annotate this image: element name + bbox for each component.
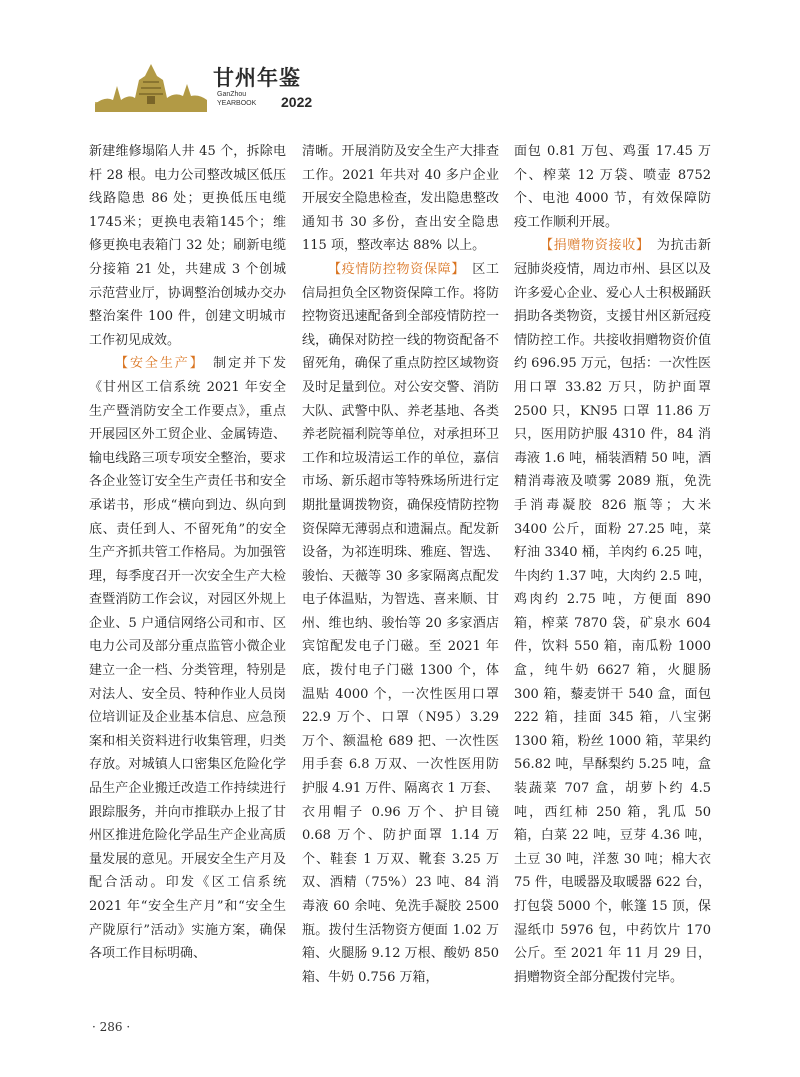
paragraph-body: 为抗击新冠肺炎疫情，周边市州、县区以及许多爱心企业、爱心人士积极踊跃捐助各类物资，支援甘州区新冠疫情防控工作。共接收捐赠物资价值约 696.95 万元，包括：一次性医用口罩 33.82 万只，防护面罩 2500 只，KN95 口罩 11.86 万只，医用防护服 4310 件，84 消毒液 1.6 吨，桶装酒精 50 吨，酒精消毒液及喷雾 2089 瓶，免洗手消毒凝胶 826 瓶等；大米 3400 公斤，面粉 27.25 吨，菜籽油 3340 桶，羊肉约 6.25 吨，牛肉约 1.37 吨，大肉约 2.5 吨，鸡肉约 2.75 吨，方便面 890 箱，榨菜 7870 袋，矿泉水 604 件，饮料 550 箱，南瓜粉 1000 盒，纯牛奶 6627 箱，火腿肠 300 箱，藜麦饼干 540 盒，面包 222 箱，挂面 345 箱，八宝粥 1300 箱，粉丝 1000 箱，苹果约 56.82 吨，旱酥梨约 5.25 吨，盒装蔬菜 707 盒，胡萝卜约 4.5 吨，西红柿 250 箱，乳瓜 50 箱，白菜 22 吨，豆芽 4.36 吨，土豆 30 吨，洋葱 30 吨；棉大衣 75 件，电暖器及取暖器 622 台，打包袋 5000 个，帐篷 15 顶，保湿纸巾 5976 包，中药饮片 170 公斤。至 2021 年 11 月 29 日，捐赠物资全部分配拨付完毕。 xyxy=(514,238,711,985)
text-column-3 xyxy=(514,140,711,989)
paragraph-safety-production xyxy=(89,352,286,965)
paragraph-donated-supplies xyxy=(514,234,711,989)
paragraph: 面包 0.81 万包、鸡蛋 17.45 万个、榨菜 12 万袋、喷壶 8752 个、电池 4000 节，有效保障防疫工作顺利开展。 xyxy=(514,144,711,230)
yearbook-year: 2022 xyxy=(281,94,313,110)
yearbook-logo-en-yearbook: YEARBOOK xyxy=(217,100,257,107)
yearbook-header xyxy=(95,56,355,112)
yearbook-logo-en-ganzhou: GanZhou xyxy=(217,91,247,98)
paragraph-epidemic-supplies xyxy=(302,258,499,989)
section-heading-epidemic-supplies: 【疫情防控物资保障】 xyxy=(328,261,459,277)
text-column-2 xyxy=(302,140,499,989)
paragraph-body: 区工信局担负全区物资保障工作。将防控物资迅速配备到全部疫情防控一线，确保对防控一线的物资配备不留死角，确保了重点防控区域物资及时足量到位。对公安交警、消防大队、武警中队、养老基地、各类养老院福利院等单位，对承担环卫工作和垃圾清运工作的单位，嘉信市场、新乐超市等特殊场所进行定期批量调拨物资，确保疫情防控物资保障无薄弱点和遗漏点。配发新设备，为祁连明珠、雅庭、智选、骏怡、天薇等 30 多家隔离点配发电子体温贴，为智选、喜来顺、甘州、维也纳、骏怡等 20 多家酒店宾馆配发电子门磁。至 2021 年底，拨付电子门磁 1300 个，体温贴 4000 个，一次性医用口罩 22.9 万个、口罩（N95）3.29 万个、额温枪 689 把、一次性医用手套 6.8 万双、一次性医用防护服 4.91 万件、隔离衣 1 万套、衣用帽子 0.96 万个、护目镜 0.68 万个、防护面罩 1.14 万个、鞋套 1 万双、靴套 3.25 万双、酒精（75%）23 吨、84 消毒液 60 余吨、免洗手凝胶 2500 瓶。拨付生活物资方便面 1.02 万箱、火腿肠 9.12 万根、酸奶 850 箱、牛奶 0.756 万箱， xyxy=(302,261,499,985)
paragraph: 新建维修塌陷人井 45 个，拆除电杆 28 根。电力公司整改城区低压线路隐患 86 处；更换低压电缆1745米；更换电表箱145个；维修更换电表箱门 32 处；刷新电缆分接箱 21 处，共建成 3 个创城示范营业厅，协调整治创城办交办整治案件 100 件，创建文明城市工作初见成效。 xyxy=(89,144,286,348)
page-number: · 286 · xyxy=(92,1020,131,1034)
section-heading-donated-supplies: 【捐赠物资接收】 xyxy=(540,238,644,254)
yearbook-logo-text: 甘州年鉴 xyxy=(213,65,301,90)
section-heading-safety-production: 【安全生产】 xyxy=(115,356,199,372)
text-column-1 xyxy=(89,140,286,966)
paragraph: 清晰。开展消防及安全生产大排查工作。2021 年共对 40 多户企业开展安全隐患检查，发出隐患整改通知书 30 多份，查出安全隐患 115 项，整改率达 88% 以上。 xyxy=(302,144,499,254)
paragraph-body: 制定并下发《甘州区工信系统 2021 年安全生产暨消防安全工作要点》，重点开展园区外工贸企业、金属铸造、输电线路三项专项安全整治，要求各企业签订安全生产责任书和安全承诺书，形成“横向到边、纵向到底、责任到人、不留死角”的安全生产齐抓共管工作格局。为加强管理，每季度召开一次安全生产大检查暨消防工作会议，对园区外规上企业、5 户通信网络公司和市、区电力公司及部分重点监管小微企业建立一企一档、分类管理，特别是对法人、安全员、特种作业人员岗位培训证及企业基本信息、应急预案和相关资料进行收集管理，归类存放。对城镇人口密集区危险化学品生产企业搬迁改造工作持续进行跟踪服务，并向市推联办上报了甘州区推进危险化学品生产企业高质量发展的意见。开展安全生产月及配合活动。印发《区工信系统 2021 年“安全生产月”和“安全生产陇原行”活动》实施方案，确保各项工作目标明确、 xyxy=(89,356,286,962)
temple-pagoda-logo-icon xyxy=(95,56,207,112)
